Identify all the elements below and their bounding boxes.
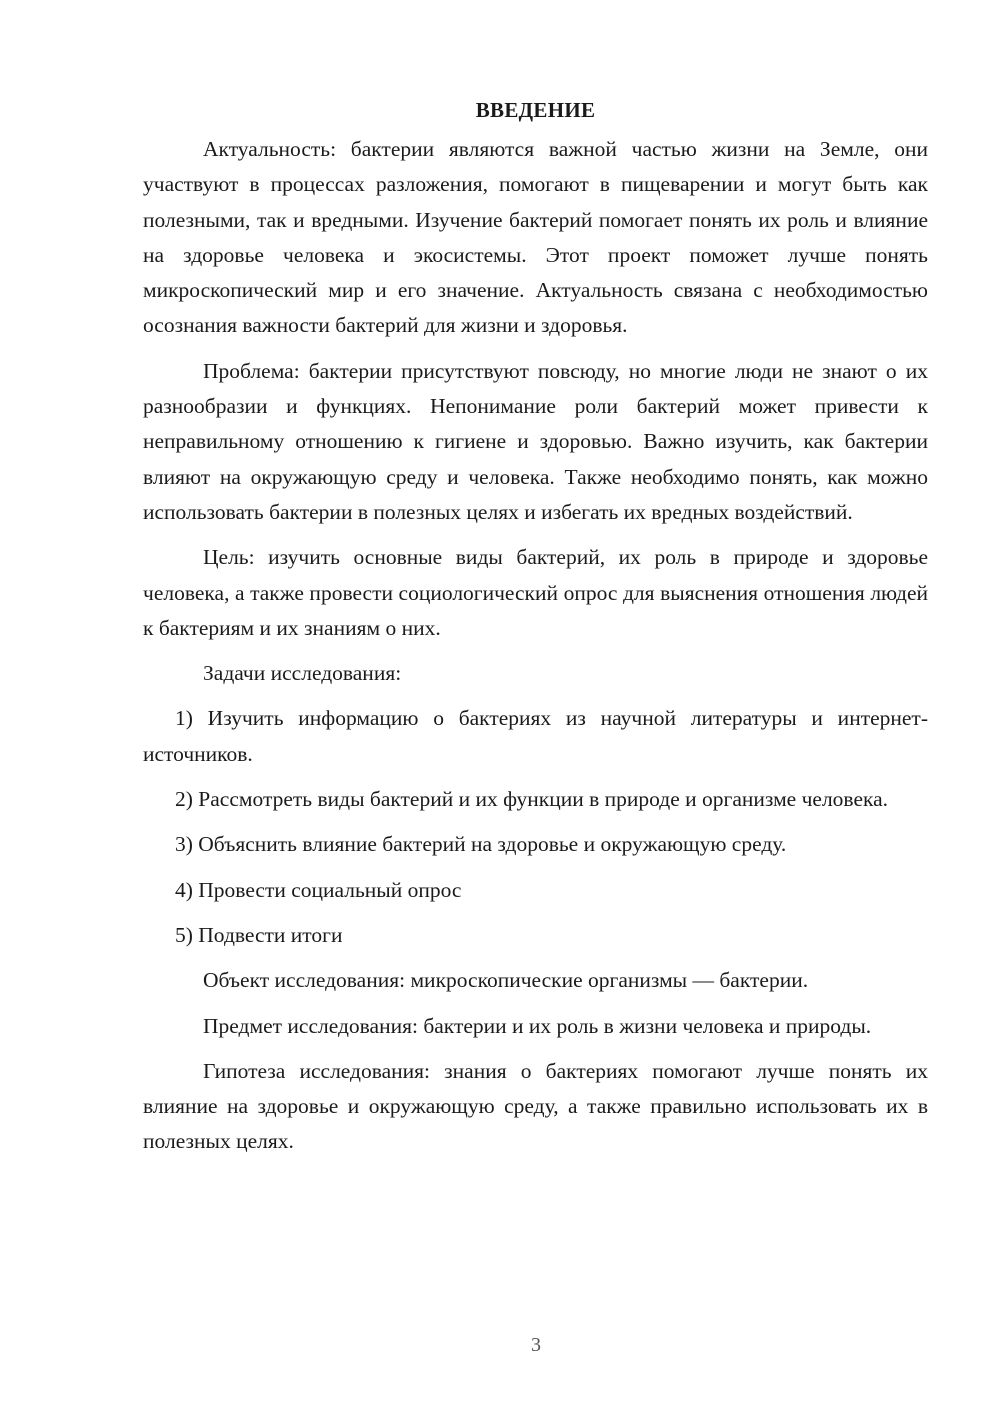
object-paragraph: Объект исследования: микроскопические организмы — бактерии.: [203, 968, 809, 993]
relevance-paragraph: Актуальность: бактерии являются важной частью жизни на Земле, они участвуют в процессах разложения, помогают в пищеварении и могут быть как полезными, так и вредными. Изучение бактерий помогает понять их роль и влияние на здоровье человека и экосистемы. Этот проект поможет лучше понять микроскопический мир и его значение. Актуальность связана с необходимостью осознания важности бактерий для жизни и здоровья.: [143, 137, 928, 338]
subject-paragraph: Предмет исследования: бактерии и их роль в жизни человека и природы.: [203, 1013, 872, 1038]
task-item-5: 5) Подвести итоги: [175, 922, 343, 947]
task-item-1: 1) Изучить информацию о бактериях из научной литературы и интернет-источников.: [143, 706, 928, 766]
hypothesis-paragraph: Гипотеза исследования: знания о бактериях помогают лучше понять их влияние на здоровье и окружающую среду, а также правильно использовать их в полезных целях.: [143, 1058, 928, 1154]
section-heading: ВВЕДЕНИЕ: [475, 98, 596, 122]
task-item-2: 2) Рассмотреть виды бактерий и их функции в природе и организме человека.: [175, 787, 889, 812]
task-item-4: 4) Провести социальный опрос: [175, 877, 462, 902]
document-page: [143, 92, 928, 1170]
problem-paragraph: Проблема: бактерии присутствуют повсюду, но многие люди не знают о их разнообразии и функциях. Непонимание роли бактерий может привести к неправильному отношению к гигиене и здоровью. Важно изучить, как бактерии влияют на окружающую среду и человека. Также необходимо понять, как можно использовать бактерии в полезных целях и избегать их вредных воздействий.: [143, 358, 928, 524]
tasks-heading: Задачи исследования:: [203, 661, 402, 686]
goal-paragraph: Цель: изучить основные виды бактерий, их роль в природе и здоровье человека, а также провести социологический опрос для выяснения отношения людей к бактериям и их знаниям о них.: [143, 545, 928, 640]
page-number: 3: [531, 1334, 541, 1356]
task-item-3: 3) Объяснить влияние бактерий на здоровье и окружающую среду.: [175, 832, 787, 857]
